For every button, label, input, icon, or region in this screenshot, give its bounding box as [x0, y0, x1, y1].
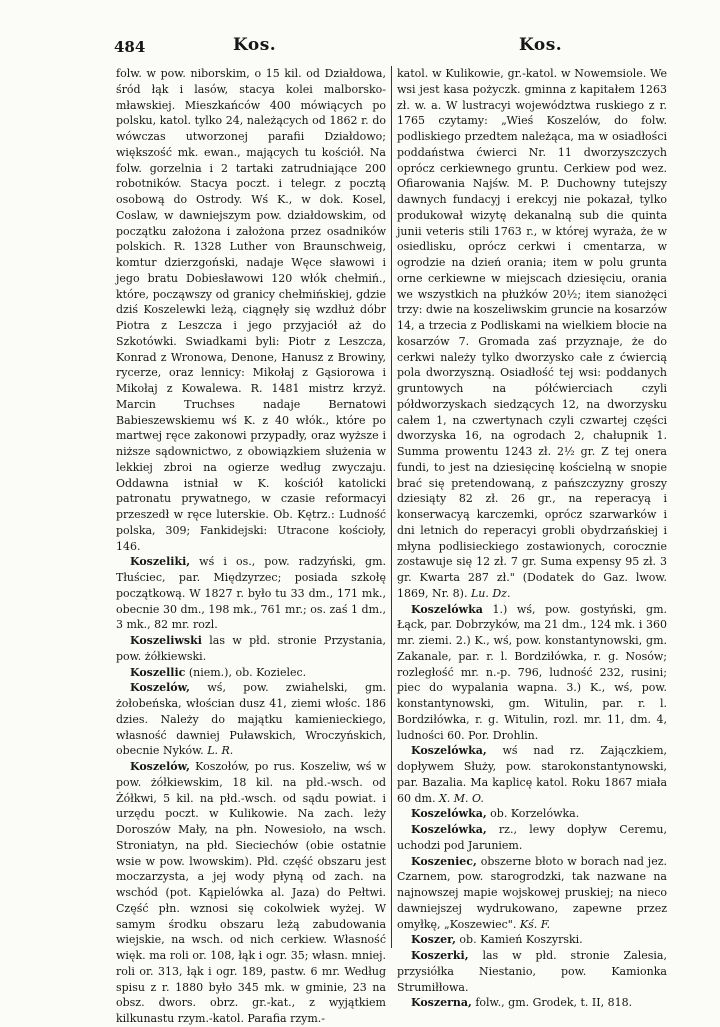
entry-text: ob. Kamień Koszyrski.: [455, 933, 583, 947]
entry-headword: Koszelówka,: [411, 823, 487, 836]
entry-text: wś nad rz. Zajączkiem, dopływem Służy, pow. starokonstantynowski, par. Bazalia. Ma kaplicę katol. Roku 1867 miała 60 dm.: [397, 744, 667, 805]
entry: [397, 948, 667, 995]
entry-continuation: folw. w pow. niborskim, o 15 kil. od Działdowa, śród łąk i lasów, stacya kolei malborsko-mławskiej. Mieszkańców 400 mówiących po polsku, katol. tylko 24, należących od 1862 r. do wówczas utworzonej parafii Działdowo; większość mk. ewan., mających tu kościół. Na folw. gorzelnia i 2 tartaki zatrudniające 200 robotników. Stacya poczt. i telegr. z pocztą osobową do Ostrody. Wś K., w dok. Kosel, Coslaw, w dawniejszym pow. działdowskim, od początku założona i założona przez osadników polskich. R. 1328 Luther von Braunschweig, komtur dzierzgoński, nadaje Węce sławowi i jego bratu Dobiesławowi 120 włók chełmiń., które, począwszy od granicy chełmińskiej, gdzie dziś Koszelewki leżą, ciągnęły się wzdłuż dóbr Piotra z Leszcza i jego przyjaciół aż do Szkotówki. Swiadkami byli: Piotr z Leszcza, Konrad z Wronowa, Denone, Hanusz z Browiny, rycerze, oraz lennicy: Mikołaj z Gąsiorowa i Mikołaj z Kowalewa. R. 1481 mistrz krzyż. Marcin Truchses nadaje Bernatowi Babieszewskiemu wś K. z 40 włók., które po martwej ręce zakonowi przypadły, oraz wyższe i niższe sądownictwo, z obowiązkiem służenia w lekkiej zbroi na ogierze według zwyczaju. Oddawna istniał w K. kościół katolicki patronatu prywatnego, w czasie reformacyi przeszedł w ręce luterskie. Ob. Kętrz.: Ludność polska, 309; Fankidejski: Utracone kościoły, 146.: [116, 67, 386, 553]
entry-signature: L. R.: [207, 744, 234, 758]
entry: [116, 665, 386, 681]
column-divider: [391, 66, 392, 948]
entry-text: Koszołów, po rus. Koszeliw, wś w pow. żółkiewskim, 18 kil. na płd.-wsch. od Żółkwi, 5 kil. na płd.-wsch. od sądu powiat. i urzędu poczt. w Kulikowie. Na zach. leży Doroszów Mały, na płn. Nowesioło, na wsch. Stroniatyn, na płd. Sieciechów (obie ostatnie wsie w pow. lwowskim). Płd. część obszaru jest moczarzysta, a jej wody płyną od zach. na wschód (pot. Kąpielówka al. Jaza) do Pełtwi. Część płn. wznosi się cokolwiek wyżej. W samym środku obszaru leżą zabudowania wiejskie, na wsch. od nich cerkiew. Własność więk. ma roli or. 108, łąk i ogr. 35; własn. mniej. roli or. 313, łąk i ogr. 189, pastw. 6 mr. Według spisu z r. 1880 było 345 mk. w gminie, 23 na obsz. dwors. obrz. gr.-kat., z wyjątkiem kilkunastu rzym.-katol. Parafia rzym.-: [116, 760, 386, 1025]
entry-text: las w płd. stronie Przystania, pow. żółkiewski.: [116, 634, 386, 663]
running-head-right: Kos.: [519, 35, 563, 55]
entry: [116, 633, 386, 665]
entry-text: wś, pow. zwiahelski, gm. żołobeńska, włościan dusz 41, ziemi włośc. 186 dzies. Należy do majątku kamienieckiego, własność dawniej Puławskich, Wroczyńskich, obecnie Nyków.: [116, 681, 386, 758]
entry-headword: Koszer,: [411, 933, 456, 947]
left-column: [116, 66, 386, 1027]
entry-text: (niem.), ob. Kozielec.: [185, 665, 307, 679]
entry-headword: Koszelówka: [411, 602, 483, 616]
entry: [116, 554, 386, 633]
entry: [397, 602, 667, 744]
entry: [397, 932, 667, 948]
entry-continuation: katol. w Kulikowie, gr.-katol. w Nowemsiole. We wsi jest kasa pożyczk. gminna z kapitałem 1263 zł. w. a. W lustracyi województwa ruskiego z r. 1765 czytamy: „Wieś Koszelów, do folw. podliskiego przedtem należąca, ma w osiadłości poddaństwa ćwierci Nr. 11 dworzyszczych oprócz cerkiewnego gruntu. Cerkiew pod wez. Ofiarowania Najśw. M. P. Duchowny tutejszy dawnych fundacyj i erekcyj nie pokazał, tylko produkował wizytę dekanalną sub die quinta junii veteris stili 1763 r., w której wyraża, że w osiedlisku, oprócz cerkwi i cmentarza, w ogrodzie na dzień orania; item w polu grunta orne cerkiewne w miejscach dziesięciu, orania we wszystkich na płużków 20½; item sianożęci trzy: dwie na koszeliwskim gruncie na kosarzów 14, a trzecia z Podliskami na wielkiem błocie na kosarzów 7. Gromada zaś przyznaje, że do cerkwi należy tylko dworzysko całe z ćwiercią pola dworzyszną. Osiadłość tej wsi: poddanych gruntowych na półćwierciach czyli półdworzyskach siedzących 12, na dworzysku całem 1, na czwertynach czyli czwartej części dworzyska 16, na ogrodach 2, chałupnik 1. Summa prowentu 1243 zł. 2½ gr. Z tej onera fundi, to jest na dziesięcinę kościelną w snopie brać się pretendowaną, z pańszczyzny groszy dziesiąty 82 zł. 26 gr., na reperacyą i konserwacyą karczemki, oprócz szarwarków i dni letnich do reperacyi grobli obydrzańskiej i młyna podlisieckiego zostawionych, corocznie zostawuje się 12 zł. 7 gr. Suma expensy 95 zł. 3 gr. Kwarta 287 zł." (Dodatek do Gaz. lwow. 1869, Nr. 8). Lu. Dz.: [397, 67, 667, 600]
entry: [397, 854, 667, 933]
entry-text: 1.) wś, pow. gostyński, gm. Łąck, par. Dobrzyków, ma 21 dm., 124 mk. i 360 mr. ziemi. 2.) K., wś, pow. konstantynowski, gm. Zakanale, par. r. l. Bordziłówka, r. g. Nosów; rozległość mr. n.-p. 796, ludność 232, rusini; piec do wypalania wapna. 3.) K., wś, pow. konstantynowski, gm. Witulin, par. r. l. Bordziłówka, r. g. Witulin, rozl. mr. 11, dm. 4, ludności 60. Por. Drohlin.: [397, 602, 667, 742]
entry-headword: Koszelów,: [130, 681, 191, 695]
entry: [116, 759, 386, 1027]
entry-text: las w płd. stronie Zalesia, przysiółka Niestanio, pow. Kamionka Strumiłłowa.: [397, 949, 667, 994]
entry-headword: Koszeliwski: [130, 634, 202, 647]
entry-headword: Koszelówka,: [411, 744, 487, 758]
entry: [397, 806, 667, 822]
entry-text: wś i os., pow. radzyński, gm. Tłuściec, par. Międzyrzec; posiada szkołę początkową. W 1827 r. było tu 33 dm., 171 mk., obecnie 30 dm., 198 mk., 761 mr.; os. zaś 1 dm., 3 mk., 82 mr. rozl.: [116, 555, 386, 632]
entry-headword: Koszeliki,: [130, 555, 191, 569]
entry-text: obszerne błoto w borach nad jez. Czarnem, pow. starogrodzki, tak nazwane na najnowszej mapie wojskowej pruskiej; na nieco dawniejszej wydrukowano, zapewne przez omyłkę, „Koszewiec".: [397, 854, 667, 931]
entry-text: folw., gm. Grodek, t. II, 818.: [471, 996, 633, 1010]
entry-signature: X. M. O.: [438, 791, 484, 805]
entry-signature: Lu. Dz.: [470, 586, 511, 600]
entry-headword: Koszeniec,: [411, 854, 477, 868]
entry-signature: Kś. F.: [519, 917, 551, 931]
right-column: [397, 66, 667, 1011]
entry-text: rz., lewy dopływ Ceremu, uchodzi pod Jaruniem.: [397, 823, 667, 852]
entry: [397, 822, 667, 854]
entry-text: ob. Korzelówka.: [486, 807, 580, 821]
entry: [397, 743, 667, 806]
entry-headword: Koszelówka,: [411, 807, 487, 821]
entry-headword: Koszerki,: [411, 949, 469, 962]
entry-headword: Koszerna,: [411, 996, 472, 1010]
page-number: 484: [114, 38, 146, 56]
entry: [397, 995, 667, 1011]
entry: [116, 680, 386, 759]
running-head-left: Kos.: [233, 35, 277, 55]
entry-headword: Koszelów,: [130, 760, 191, 773]
entry-headword: Koszellic: [130, 665, 186, 679]
